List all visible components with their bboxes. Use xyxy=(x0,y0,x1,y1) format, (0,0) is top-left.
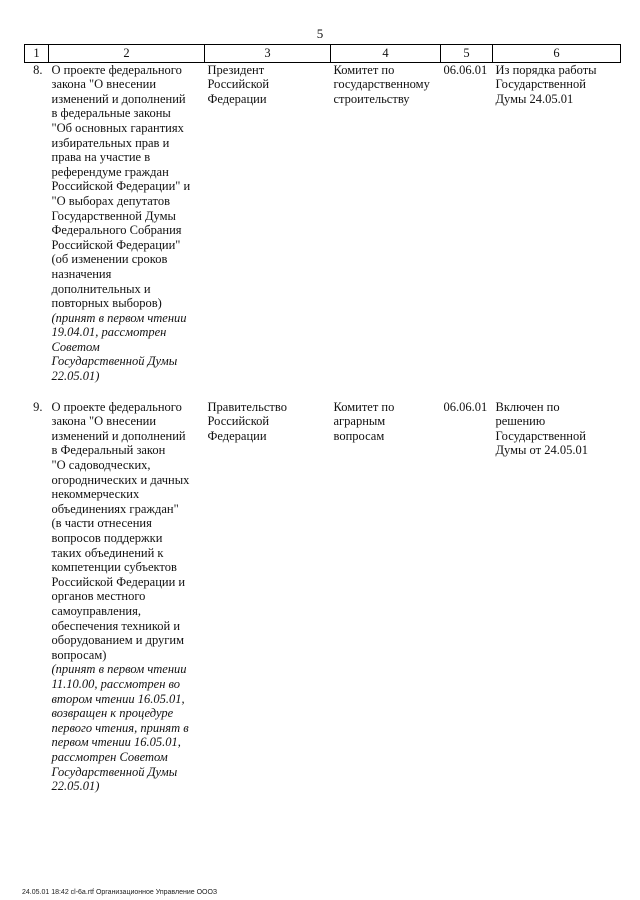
bill-status-note-line: (принят в первом чтении xyxy=(51,310,187,325)
initiator-line: Российской xyxy=(207,414,270,429)
committee-line: Комитет по xyxy=(333,399,395,414)
bill-title-line: "О садоводческих, xyxy=(51,458,151,473)
bill-status-note-line: Государственной Думы xyxy=(51,764,178,779)
bill-title-line: обеспечения техникой и xyxy=(51,618,181,633)
initiator-cell xyxy=(205,62,331,384)
bill-title-line: повторных выборов) xyxy=(51,296,162,311)
bill-title-line: Государственной Думы xyxy=(51,208,176,223)
bill-status-note-line: первого чтения, принят в xyxy=(51,720,189,735)
initiator-line: Правительство xyxy=(207,399,287,414)
table-header-row xyxy=(25,45,621,63)
bill-status-note-line: Государственной Думы xyxy=(51,354,178,369)
remark-line: Думы 24.05.01 xyxy=(495,91,574,106)
bill-title-line: дополнительных и xyxy=(51,281,151,296)
committee-line: Комитет по xyxy=(333,62,395,77)
column-header: 4 xyxy=(331,45,441,63)
bill-status-note-line: первом чтении 16.05.01, xyxy=(51,735,181,750)
initiator-cell xyxy=(205,400,331,794)
bill-title-line: оборудованием и другим xyxy=(51,633,185,648)
bill-title-line: в Федеральный закон xyxy=(51,443,166,458)
bill-status-note-line: 19.04.01, рассмотрен xyxy=(51,325,167,340)
committee-line: вопросам xyxy=(333,428,385,443)
bill-title-line: огороднических и дачных xyxy=(51,472,190,487)
remark-cell xyxy=(493,62,621,384)
row-spacer xyxy=(25,384,621,400)
column-header: 2 xyxy=(49,45,205,63)
bill-status-note-line: (принят в первом чтении xyxy=(51,662,187,677)
bill-title-line: (в части отнесения xyxy=(51,516,152,531)
bill-title-line: закона "О внесении xyxy=(51,414,157,429)
bill-title-line: О проекте федерального xyxy=(51,62,182,77)
print-footer: 24.05.01 18:42 cl-6a.rtf Организационное Управление ОООЗ xyxy=(22,889,218,896)
bill-status-note-line: 22.05.01) xyxy=(51,369,100,384)
column-header: 3 xyxy=(205,45,331,63)
bill-title-line: "О выборах депутатов xyxy=(51,193,170,208)
bill-title-cell xyxy=(49,62,205,384)
remark-line: Включен по xyxy=(495,399,560,414)
committee-cell xyxy=(331,62,441,384)
committee-line: государственному xyxy=(333,77,430,92)
remark-line: решению xyxy=(495,414,546,429)
bill-title-line: "Об основных гарантиях xyxy=(51,120,184,135)
bill-title-line: избирательных прав и xyxy=(51,135,170,150)
bill-title-line: компетенции субъектов xyxy=(51,560,177,575)
column-header: 1 xyxy=(25,45,49,63)
bill-title-line: таких объединений к xyxy=(51,545,164,560)
bill-status-note-line: 11.10.00, рассмотрен во xyxy=(51,676,181,691)
remark-line: Из порядка работы xyxy=(495,62,597,77)
date-cell: 06.06.01 xyxy=(443,62,488,77)
bill-title-cell xyxy=(49,400,205,794)
bill-status-note-line: рассмотрен Советом xyxy=(51,749,168,764)
bill-title-line: в федеральные законы xyxy=(51,106,171,121)
bill-title-line: самоуправления, xyxy=(51,603,141,618)
initiator-line: Президент xyxy=(207,62,265,77)
bill-title-line: Российской Федерации" и xyxy=(51,179,191,194)
bill-title-line: Российской Федерации" xyxy=(51,237,181,252)
item-number: 9. xyxy=(33,399,43,414)
page-number: 5 xyxy=(316,26,324,41)
bill-title-line: О проекте федерального xyxy=(51,399,182,414)
bill-title-line: Федерального Собрания xyxy=(51,223,182,238)
remark-cell xyxy=(493,400,621,794)
column-header: 6 xyxy=(493,45,621,63)
item-number: 8. xyxy=(33,62,43,77)
committee-line: строительству xyxy=(333,91,410,106)
committee-line: аграрным xyxy=(333,414,386,429)
bill-title-line: вопросов поддержки xyxy=(51,531,163,545)
bill-status-note-line: втором чтении 16.05.01, xyxy=(51,691,185,706)
initiator-line: Федерации xyxy=(207,91,267,106)
bill-title-line: референдуме граждан xyxy=(51,164,169,179)
bill-status-note-line: возвращен к процедуре xyxy=(51,706,174,721)
bill-title-line: (об изменении сроков xyxy=(51,252,168,267)
agenda-table xyxy=(24,44,621,794)
bill-status-note-line: 22.05.01) xyxy=(51,779,100,794)
bill-title-line: закона "О внесении xyxy=(51,77,157,92)
bill-title-line: объединениях граждан" xyxy=(51,501,179,516)
spacer-cell xyxy=(25,384,621,400)
bill-title-line: изменений и дополнений xyxy=(51,428,186,443)
bill-title-line: назначения xyxy=(51,266,112,281)
committee-cell xyxy=(331,400,441,794)
bill-title-line: права на участие в xyxy=(51,150,151,165)
bill-title-line: органов местного xyxy=(51,589,146,604)
column-header: 5 xyxy=(441,45,493,63)
initiator-line: Федерации xyxy=(207,428,267,443)
date-cell: 06.06.01 xyxy=(443,399,488,414)
table-row xyxy=(25,400,621,794)
bill-title-line: изменений и дополнений xyxy=(51,91,186,106)
remark-line: Государственной xyxy=(495,428,586,443)
table-row xyxy=(25,62,621,384)
table-body xyxy=(25,62,621,794)
initiator-line: Российской xyxy=(207,77,270,92)
bill-title-line: Российской Федерации и xyxy=(51,574,186,589)
bill-title-line: вопросам) xyxy=(51,647,107,662)
remark-line: Думы от 24.05.01 xyxy=(495,443,588,458)
bill-status-note-line: Советом xyxy=(51,339,100,354)
remark-line: Государственной xyxy=(495,77,586,92)
bill-title-line: некоммерческих xyxy=(51,487,140,502)
